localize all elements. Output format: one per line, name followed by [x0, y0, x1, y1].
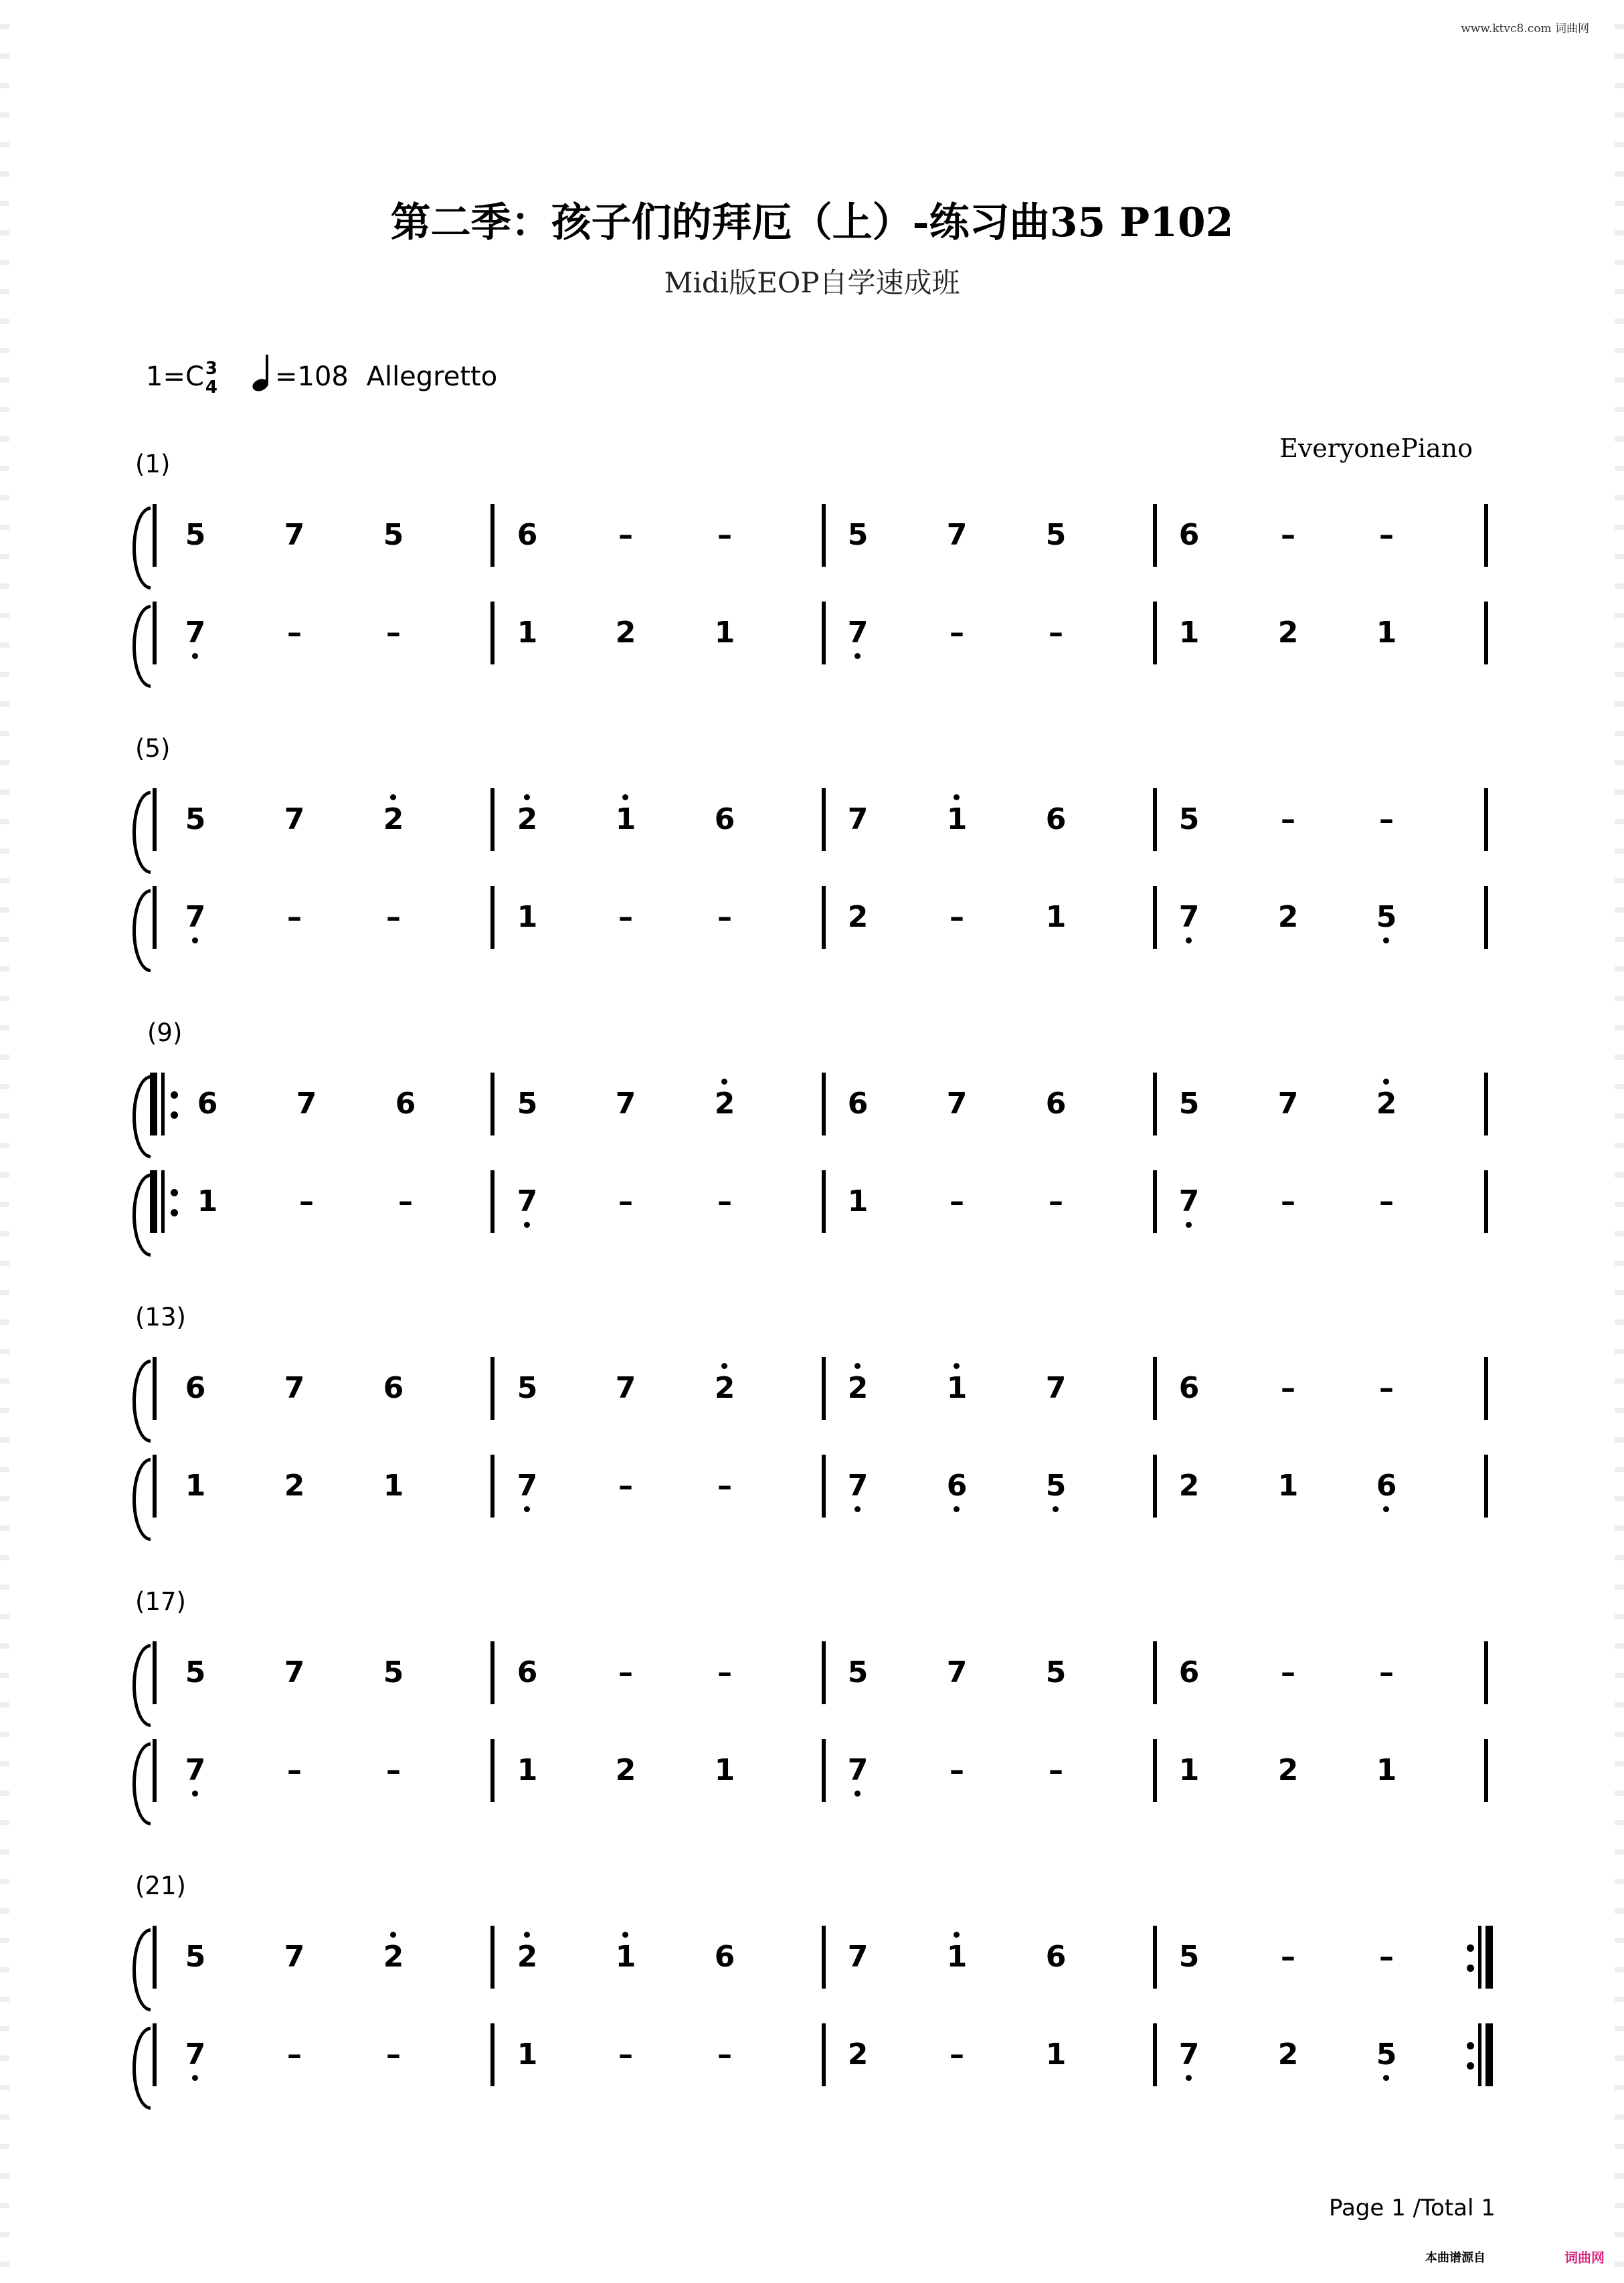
sustain-dash: –	[618, 1655, 633, 1690]
barline	[1484, 1455, 1488, 1518]
barline	[1153, 788, 1157, 851]
barline	[1484, 1357, 1488, 1420]
note: 7	[838, 615, 878, 651]
score-subtitle: Midi版EOP自学速成班	[664, 266, 960, 299]
staff-system	[0, 1018, 1624, 1246]
tempo-text: =108	[275, 361, 349, 392]
barline	[490, 1455, 494, 1518]
note: 7	[847, 802, 869, 836]
sustain-dash: –	[1281, 1371, 1295, 1405]
measure-number: (5)	[135, 734, 171, 763]
note: 7	[284, 1655, 305, 1690]
note: 7	[946, 1087, 968, 1121]
note: 6	[714, 1940, 735, 1974]
note: 1	[714, 616, 735, 650]
barline	[822, 1073, 826, 1135]
barline	[153, 1455, 157, 1518]
barline	[1153, 602, 1157, 664]
repeat-end-thin-bar	[1478, 1926, 1481, 1989]
note: 5	[185, 802, 206, 836]
note: 2	[615, 616, 636, 650]
sustain-dash: –	[717, 1655, 732, 1690]
note: 2	[847, 900, 869, 934]
sustain-dash: –	[950, 1184, 964, 1218]
barline	[1153, 1926, 1157, 1989]
note: 7	[175, 899, 215, 935]
brace	[132, 2027, 151, 2110]
note: 2	[507, 1939, 547, 1975]
note: 6	[1045, 1087, 1067, 1121]
note: 7	[284, 1940, 305, 1974]
barline	[1484, 1073, 1488, 1135]
note: 7	[284, 802, 305, 836]
barline	[490, 1170, 494, 1233]
note: 7	[175, 2037, 215, 2073]
brace	[132, 1075, 151, 1158]
arranger: EveryonePiano	[1279, 434, 1473, 463]
note: 5	[1366, 2037, 1407, 2073]
note: 6	[383, 1371, 404, 1405]
repeat-end-thick-bar	[1485, 1926, 1493, 1989]
note: 1	[185, 1469, 206, 1503]
sustain-dash: –	[386, 1753, 401, 1787]
note: 5	[383, 1655, 404, 1690]
sustain-dash: –	[1281, 802, 1295, 836]
repeat-dot	[1467, 2042, 1474, 2049]
measure-number: (1)	[135, 450, 171, 478]
note: 7	[1169, 1184, 1209, 1220]
note: 7	[284, 1371, 305, 1405]
brace	[132, 1742, 151, 1825]
quarter-note-icon	[252, 355, 275, 391]
note: 1	[606, 802, 646, 838]
sustain-dash: –	[386, 2037, 401, 2072]
note: 2	[705, 1086, 745, 1122]
barline	[490, 2023, 494, 2086]
note: 6	[1178, 1655, 1200, 1690]
note: 1	[1376, 1753, 1397, 1787]
note: 7	[175, 1752, 215, 1789]
sustain-dash: –	[386, 900, 401, 934]
note: 1	[937, 1939, 977, 1975]
sustain-dash: –	[950, 616, 964, 650]
note: 5	[383, 518, 404, 552]
note: 1	[517, 900, 538, 934]
sustain-dash: –	[1379, 1655, 1394, 1690]
brace	[132, 889, 151, 972]
note: 1	[383, 1469, 404, 1503]
time-signature	[205, 359, 217, 397]
note: 6	[517, 518, 538, 552]
barline	[822, 602, 826, 664]
note: 2	[1277, 1753, 1299, 1787]
note: 2	[1277, 2037, 1299, 2072]
barline	[153, 1357, 157, 1420]
sustain-dash: –	[618, 900, 633, 934]
site-url: www.ktvc8.com 词曲网	[1461, 22, 1589, 35]
time-bottom: 4	[205, 377, 217, 397]
sustain-dash: –	[287, 2037, 302, 2072]
barline	[490, 1357, 494, 1420]
note: 7	[1169, 2037, 1209, 2073]
note: 6	[714, 802, 735, 836]
note: 5	[1178, 1940, 1200, 1974]
sustain-dash: –	[287, 900, 302, 934]
note: 7	[946, 518, 968, 552]
key-text: 1=C	[146, 361, 204, 392]
repeat-dot	[171, 1189, 178, 1196]
barline	[1484, 788, 1488, 851]
sustain-dash: –	[398, 1184, 413, 1218]
note: 2	[838, 1370, 878, 1406]
brace	[132, 1360, 151, 1443]
note: 5	[847, 1655, 869, 1690]
brace	[132, 1174, 151, 1257]
note: 1	[197, 1184, 218, 1218]
brace	[132, 791, 151, 874]
barline	[490, 1739, 494, 1802]
brace	[132, 605, 151, 688]
note: 7	[1277, 1087, 1299, 1121]
barline	[490, 504, 494, 567]
barline	[1484, 1170, 1488, 1233]
barline	[490, 1641, 494, 1704]
note: 5	[517, 1371, 538, 1405]
footer-source: 本曲谱源自	[1425, 2251, 1485, 2265]
measure-number: (21)	[135, 1871, 186, 1900]
note: 2	[615, 1753, 636, 1787]
barline	[490, 1926, 494, 1989]
sustain-dash: –	[287, 1753, 302, 1787]
barline	[1153, 2023, 1157, 2086]
sustain-dash: –	[1281, 1655, 1295, 1690]
sustain-dash: –	[1049, 616, 1063, 650]
note: 6	[1178, 518, 1200, 552]
barline	[1153, 1455, 1157, 1518]
sustain-dash: –	[717, 1184, 732, 1218]
staff-system	[0, 1587, 1624, 1815]
note: 7	[847, 1940, 869, 1974]
barline	[822, 1739, 826, 1802]
barline	[822, 1357, 826, 1420]
brace	[132, 1644, 151, 1727]
note: 7	[284, 518, 305, 552]
note: 2	[1366, 1086, 1407, 1122]
barline	[153, 1739, 157, 1802]
staff-system	[0, 1303, 1624, 1530]
note: 1	[1045, 900, 1067, 934]
note: 7	[296, 1087, 317, 1121]
sustain-dash: –	[1049, 1184, 1063, 1218]
barline	[1153, 1739, 1157, 1802]
sustain-dash: –	[1049, 1753, 1063, 1787]
repeat-end-thick-bar	[1485, 2023, 1493, 2086]
repeat-dot	[1467, 1944, 1474, 1952]
barline	[153, 1641, 157, 1704]
note: 2	[507, 802, 547, 838]
note: 5	[185, 1940, 206, 1974]
score-title: 第二季：孩子们的拜厄（上）-练习曲35 P102	[390, 199, 1234, 246]
barline	[822, 504, 826, 567]
barline	[490, 602, 494, 664]
sustain-dash: –	[950, 2037, 964, 2072]
sustain-dash: –	[618, 2037, 633, 2072]
footer-logo: 词曲网	[1564, 2250, 1605, 2266]
sustain-dash: –	[1379, 802, 1394, 836]
key-signature-line	[146, 355, 497, 397]
page-number: Page 1 /Total 1	[1329, 2195, 1496, 2221]
sustain-dash: –	[1281, 1184, 1295, 1218]
barline	[822, 788, 826, 851]
repeat-dot	[171, 1091, 178, 1099]
note: 7	[838, 1752, 878, 1789]
measure-number: (17)	[135, 1587, 186, 1616]
note: 6	[185, 1371, 206, 1405]
note: 1	[1045, 2037, 1067, 2072]
note: 5	[1178, 1087, 1200, 1121]
note: 5	[847, 518, 869, 552]
note: 6	[197, 1087, 218, 1121]
barline	[1484, 602, 1488, 664]
note: 1	[517, 1753, 538, 1787]
note: 1	[847, 1184, 869, 1218]
repeat-start-thick-bar	[150, 1170, 157, 1233]
barline	[1153, 504, 1157, 567]
note: 7	[615, 1087, 636, 1121]
repeat-end-thin-bar	[1478, 2023, 1481, 2086]
staff-system	[0, 450, 1624, 677]
note: 5	[1366, 899, 1407, 935]
sustain-dash: –	[717, 1469, 732, 1503]
note: 6	[1045, 802, 1067, 836]
note: 7	[615, 1371, 636, 1405]
note: 5	[1045, 518, 1067, 552]
note: 6	[1178, 1371, 1200, 1405]
sustain-dash: –	[950, 1753, 964, 1787]
barline	[822, 1455, 826, 1518]
note: 1	[714, 1753, 735, 1787]
note: 2	[373, 1939, 414, 1975]
sustain-dash: –	[717, 2037, 732, 2072]
barline	[153, 504, 157, 567]
note: 7	[507, 1184, 547, 1220]
sustain-dash: –	[299, 1184, 314, 1218]
sustain-dash: –	[618, 1184, 633, 1218]
note: 1	[517, 2037, 538, 2072]
time-top: 3	[205, 359, 217, 379]
barline	[1153, 1357, 1157, 1420]
repeat-start-thick-bar	[150, 1073, 157, 1135]
sustain-dash: –	[1281, 518, 1295, 552]
barline	[822, 1641, 826, 1704]
note: 6	[847, 1087, 869, 1121]
barline	[1153, 1073, 1157, 1135]
measure-number: (13)	[135, 1303, 186, 1332]
barline	[490, 788, 494, 851]
note: 1	[1277, 1469, 1299, 1503]
note: 1	[1178, 1753, 1200, 1787]
barline	[822, 1926, 826, 1989]
barline	[490, 886, 494, 949]
sustain-dash: –	[950, 900, 964, 934]
sustain-dash: –	[618, 518, 633, 552]
barline	[822, 2023, 826, 2086]
note: 7	[838, 1468, 878, 1504]
barline	[1484, 1641, 1488, 1704]
sustain-dash: –	[1379, 1184, 1394, 1218]
repeat-dot	[171, 1111, 178, 1119]
note: 6	[395, 1087, 416, 1121]
repeat-dot	[171, 1209, 178, 1216]
barline	[1153, 1641, 1157, 1704]
note: 5	[1178, 802, 1200, 836]
sustain-dash: –	[287, 616, 302, 650]
barline	[153, 602, 157, 664]
note: 6	[1366, 1468, 1407, 1504]
barline	[490, 1073, 494, 1135]
sustain-dash: –	[386, 616, 401, 650]
sustain-dash: –	[1281, 1940, 1295, 1974]
note: 1	[606, 1939, 646, 1975]
barline	[1484, 1739, 1488, 1802]
note: 5	[517, 1087, 538, 1121]
barline	[1484, 886, 1488, 949]
note: 6	[937, 1468, 977, 1504]
note: 7	[946, 1655, 968, 1690]
note: 2	[1277, 616, 1299, 650]
note: 2	[284, 1469, 305, 1503]
note: 2	[373, 802, 414, 838]
sustain-dash: –	[618, 1469, 633, 1503]
sustain-dash: –	[1379, 1371, 1394, 1405]
brace	[132, 1458, 151, 1541]
note: 6	[1045, 1940, 1067, 1974]
brace	[132, 1928, 151, 2011]
note: 1	[937, 1370, 977, 1406]
note: 5	[1036, 1468, 1076, 1504]
note: 7	[1045, 1371, 1067, 1405]
note: 1	[937, 802, 977, 838]
sustain-dash: –	[717, 518, 732, 552]
repeat-start-thin-bar	[161, 1073, 165, 1135]
barline	[153, 886, 157, 949]
measure-number: (9)	[147, 1018, 183, 1047]
barline	[153, 1926, 157, 1989]
tempo-word: Allegretto	[366, 361, 498, 392]
note: 5	[1045, 1655, 1067, 1690]
note: 6	[517, 1655, 538, 1690]
barline	[153, 2023, 157, 2086]
repeat-dot	[1467, 2062, 1474, 2070]
sustain-dash: –	[717, 900, 732, 934]
brace	[132, 507, 151, 589]
note: 7	[1169, 899, 1209, 935]
note: 5	[185, 518, 206, 552]
sustain-dash: –	[1379, 518, 1394, 552]
note: 1	[1178, 616, 1200, 650]
barline	[1153, 886, 1157, 949]
barline	[822, 1170, 826, 1233]
staff-system	[0, 1871, 1624, 2099]
barline	[1484, 504, 1488, 567]
note: 1	[517, 616, 538, 650]
barline	[153, 788, 157, 851]
note: 1	[1376, 616, 1397, 650]
repeat-dot	[1467, 1965, 1474, 1972]
note: 2	[1277, 900, 1299, 934]
note: 2	[1178, 1469, 1200, 1503]
sustain-dash: –	[1379, 1940, 1394, 1974]
note: 5	[185, 1655, 206, 1690]
note: 2	[847, 2037, 869, 2072]
repeat-start-thin-bar	[161, 1170, 165, 1233]
barline	[1153, 1170, 1157, 1233]
note: 7	[507, 1468, 547, 1504]
note: 2	[705, 1370, 745, 1406]
staff-system	[0, 734, 1624, 962]
barline	[822, 886, 826, 949]
note: 7	[175, 615, 215, 651]
